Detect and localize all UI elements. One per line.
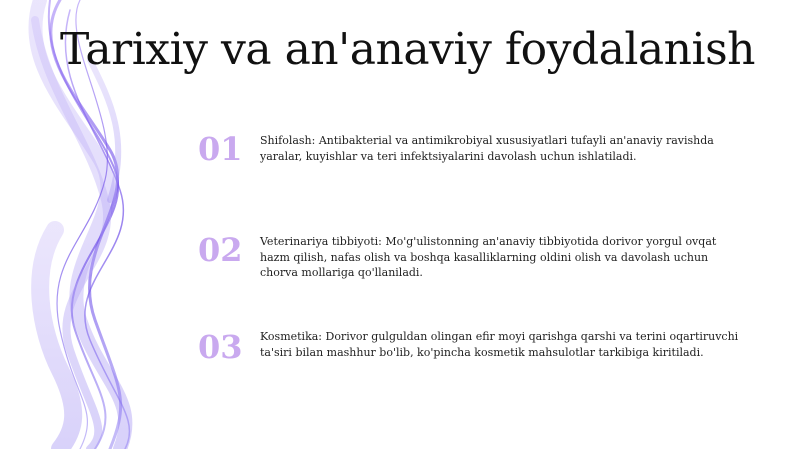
list-item bbox=[198, 130, 758, 213]
item-number: 02 bbox=[198, 231, 243, 269]
page-title: Tarixiy va an'anaviy foydalanish bbox=[60, 24, 755, 75]
item-number: 03 bbox=[198, 328, 243, 366]
list-item bbox=[198, 231, 758, 314]
list-item bbox=[198, 329, 758, 409]
item-text: Kosmetika: Dorivor gulguldan olingan efir moyi qarishga qarshi va terini oqartiruvchi ta'siri bilan mashhur bo'lib, ko'pincha kosmetik mahsulotlar tarkibiga kiritiladi. bbox=[260, 330, 739, 359]
item-text: Shifolash: Antibakterial va antimikrobiyal xususiyatlari tufayli an'anaviy ravishda yaralar, kuyishlar va teri infektsiyalarini davolash uchun ishlatiladi. bbox=[260, 134, 714, 163]
item-number: 01 bbox=[198, 130, 243, 168]
item-text: Veterinariya tibbiyoti: Mo'g'ulistonning an'anaviy tibbiyotida dorivor yorgul ovqat hazm qilish, nafas olish va boshqa kasalliklarning oldini olish va davolash uchun chorva mollariga qo'llaniladi. bbox=[260, 235, 717, 279]
